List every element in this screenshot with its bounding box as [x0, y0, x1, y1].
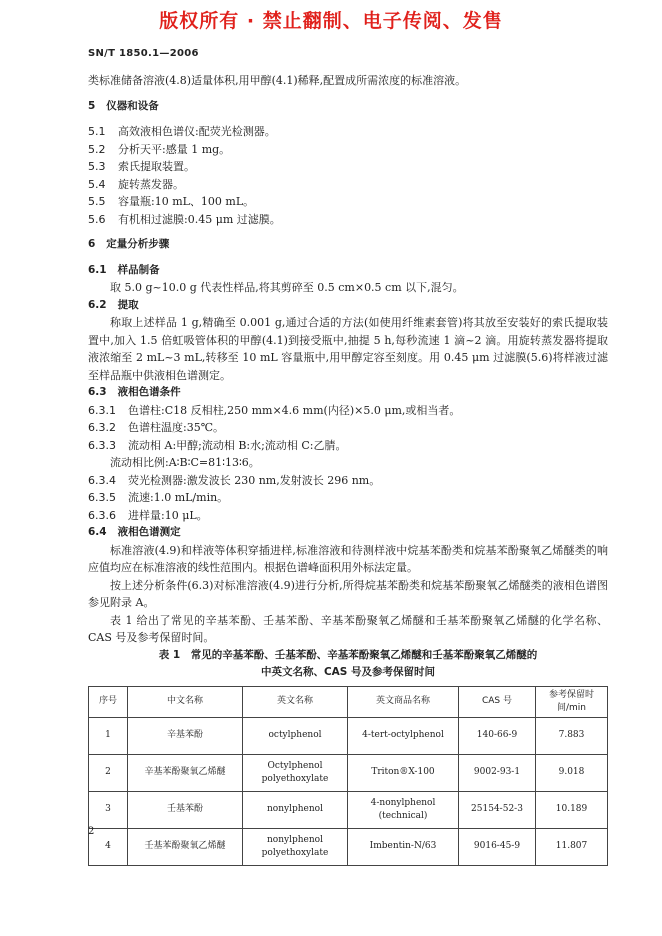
- retention-time-table: [88, 686, 608, 866]
- page-body: [88, 72, 608, 866]
- section-6-4-heading: [88, 524, 608, 542]
- table-cell-rt: 11.807: [536, 828, 608, 865]
- table-cell-rt: 7.883: [536, 717, 608, 754]
- intro-paragraph: 类标准储备溶液(4.8)适量体积,用甲醇(4.1)稀释,配置成所需浓度的标准溶液。: [88, 74, 467, 87]
- item-number: 6.3.3: [88, 438, 116, 452]
- item-text: 荧光检测器:激发波长 230 nm,发射波长 296 nm。: [128, 473, 381, 487]
- item-text: 分析天平:感量 1 mg。: [118, 142, 231, 156]
- table-body: [89, 717, 608, 865]
- section-6-3-number: 6.3: [88, 386, 107, 398]
- section-6-heading: [88, 236, 608, 254]
- header-trade-name: 英文商品名称: [348, 686, 459, 717]
- item-text: 进样量:10 μL。: [128, 508, 208, 522]
- table-cell-no: 4: [89, 828, 128, 865]
- section-6-4-title: 液相色谱测定: [117, 526, 181, 538]
- list-item: [88, 507, 608, 525]
- item-text: 索氏提取装置。: [118, 160, 195, 173]
- item-text: 高效液相色谱仪:配荧光检测器。: [118, 125, 276, 138]
- table-cell-trade: Triton®X-100: [348, 754, 459, 791]
- item-text: 容量瓶:10 mL、100 mL。: [118, 195, 255, 208]
- table-cell-no: 3: [89, 791, 128, 828]
- table-cell-trade: Imbentin-N/63: [348, 828, 459, 865]
- table-header-row: [89, 686, 608, 717]
- section-6-2-text: 称取上述样品 1 g,精确至 0.001 g,通过合适的方法(如使用纤维素套管)将其放至安装好的索氏提取装置中,加入 1.5 倍虹吸管体积的甲醇(4.1)到接受瓶中,抽提 5 h,每秒流速 1 滴~2 滴。用旋转蒸发器将提取液浓缩至 2 mL~3 mL,转移至 10 mL 容量瓶中,用甲醇定容至刻度。用 0.45 μm 过滤膜(5.6)将样液过滤至样品瓶中供液相色谱测定。: [88, 316, 608, 382]
- table-cell-cas: 9002-93-1: [459, 754, 536, 791]
- item-text: 有机相过滤膜:0.45 μm 过滤膜。: [118, 212, 281, 226]
- section-6-4-paragraph-1: 标准溶液(4.9)和样液等体积穿插进样,标准溶液和待测样液中烷基苯酚类和烷基苯酚聚氧乙烯醚类的响应值均应在标准溶液的线性范围内。根据色谱峰面积用外标法定量。: [88, 543, 608, 574]
- table-cell-en: nonylphenol polyethoxylate: [243, 828, 348, 865]
- item-number: 5.5: [88, 195, 106, 208]
- section-6-title: 定量分析步骤: [106, 238, 170, 250]
- section-6-2-title: 提取: [117, 298, 139, 311]
- list-item: [88, 437, 608, 455]
- page-number: 2: [88, 826, 95, 837]
- table-cell-cn: 壬基苯酚聚氧乙烯醚: [128, 828, 243, 865]
- section-5-title: 仪器和设备: [106, 99, 159, 112]
- item-number: 5.2: [88, 142, 106, 156]
- table-cell-en: octylphenol: [243, 717, 348, 754]
- list-item: [88, 176, 608, 194]
- table-row: [89, 717, 608, 754]
- table-cell-no: 1: [89, 717, 128, 754]
- section-6-4-paragraph-2: 按上述分析条件(6.3)对标准溶液(4.9)进行分析,所得烷基苯酚类和烷基苯酚聚氧乙烯醚类的液相色谱图参见附录 A。: [88, 578, 608, 609]
- table-cell-cas: 140-66-9: [459, 717, 536, 754]
- item-text: 色谱柱:C18 反相柱,250 mm×4.6 mm(内径)×5.0 μm,或相当者。: [128, 403, 461, 417]
- header-cas: CAS 号: [459, 686, 536, 717]
- table-cell-rt: 10.189: [536, 791, 608, 828]
- table-cell-cas: 25154-52-3: [459, 791, 536, 828]
- section-6-3-list-2: [88, 472, 608, 525]
- table-cell-cn: 辛基苯酚: [128, 717, 243, 754]
- item-text: 流速:1.0 mL/min。: [128, 491, 229, 504]
- item-number: 5.4: [88, 177, 106, 191]
- section-6-4-number: 6.4: [88, 526, 107, 538]
- section-6-number: 6: [88, 238, 96, 250]
- copyright-banner: 版权所有 · 禁止翻制、电子传阅、发售: [159, 10, 503, 32]
- table-row: [89, 828, 608, 865]
- section-6-2-heading: [88, 297, 608, 315]
- standard-number: SN/T 1850.1—2006: [88, 48, 199, 59]
- item-number: 6.3.5: [88, 491, 116, 504]
- table-cell-trade: 4-tert-octylphenol: [348, 717, 459, 754]
- mobile-phase-ratio: 流动相比例:A∶B∶C=81∶13∶6。: [110, 456, 260, 469]
- list-item: [88, 419, 608, 437]
- section-6-4-paragraph-3: 表 1 给出了常见的辛基苯酚、壬基苯酚、辛基苯酚聚氧乙烯醚和壬基苯酚聚氧乙烯醚的化学名称、CAS 号及参考保留时间。: [88, 613, 608, 644]
- list-item: [88, 158, 608, 176]
- section-6-3-heading: [88, 384, 608, 402]
- item-number: 5.6: [88, 212, 106, 226]
- item-number: 6.3.1: [88, 403, 116, 417]
- section-6-1-text: 取 5.0 g~10.0 g 代表性样品,将其剪碎至 0.5 cm×0.5 cm 以下,混匀。: [110, 281, 464, 294]
- item-number: 5.3: [88, 160, 106, 173]
- table-cell-en: Octylphenol polyethoxylate: [243, 754, 348, 791]
- list-item: [88, 193, 608, 211]
- table-cell-cn: 辛基苯酚聚氧乙烯醚: [128, 754, 243, 791]
- table-row: [89, 791, 608, 828]
- section-6-2-number: 6.2: [88, 298, 107, 311]
- section-6-1-number: 6.1: [88, 263, 107, 276]
- list-item: [88, 402, 608, 420]
- list-item: [88, 211, 608, 229]
- item-text: 旋转蒸发器。: [118, 177, 184, 191]
- table-cell-no: 2: [89, 754, 128, 791]
- table-cell-cas: 9016-45-9: [459, 828, 536, 865]
- item-number: 6.3.2: [88, 421, 116, 434]
- item-number: 6.3.6: [88, 508, 116, 522]
- section-6-3-title: 液相色谱条件: [117, 386, 181, 398]
- list-item: [88, 489, 608, 507]
- header-retention-time: 参考保留时间/min: [536, 686, 608, 717]
- item-text: 色谱柱温度:35℃。: [128, 421, 225, 434]
- section-6-1-title: 样品制备: [117, 263, 160, 276]
- item-number: 5.1: [88, 125, 106, 138]
- header-en-name: 英文名称: [243, 686, 348, 717]
- header-cn-name: 中文名称: [128, 686, 243, 717]
- table-cell-cn: 壬基苯酚: [128, 791, 243, 828]
- item-text: 流动相 A:甲醇;流动相 B:水;流动相 C:乙腈。: [128, 438, 347, 452]
- section-6-1-heading: [88, 262, 608, 280]
- list-item: [88, 472, 608, 490]
- section-5-number: 5: [88, 99, 96, 112]
- header-no: 序号: [89, 686, 128, 717]
- item-number: 6.3.4: [88, 473, 116, 487]
- section-5-list: [88, 123, 608, 228]
- table-row: [89, 754, 608, 791]
- table-caption-line-2: 中英文名称、CAS 号及参考保留时间: [260, 666, 436, 678]
- table-cell-en: nonylphenol: [243, 791, 348, 828]
- section-5-heading: [88, 98, 608, 116]
- table-caption-line-1: 表 1 常见的辛基苯酚、壬基苯酚、辛基苯酚聚氧乙烯醚和壬基苯酚聚氧乙烯醚的: [158, 648, 538, 661]
- section-6-3-list: [88, 402, 608, 455]
- list-item: [88, 123, 608, 141]
- table-cell-rt: 9.018: [536, 754, 608, 791]
- table-cell-trade: 4-nonylphenol (technical): [348, 791, 459, 828]
- list-item: [88, 141, 608, 159]
